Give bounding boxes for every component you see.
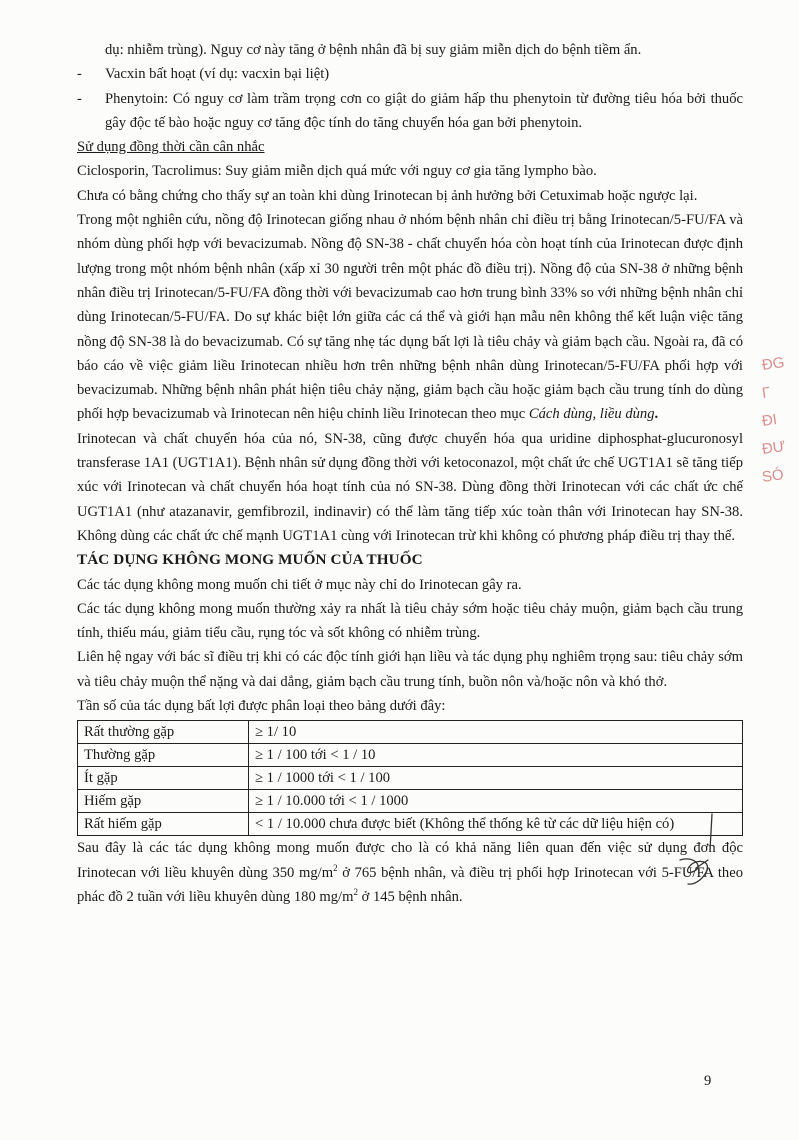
table-row [78, 721, 743, 744]
document-body [77, 38, 743, 909]
paragraph-dosing-summary: Sau đây là các tác dụng không mong muốn được cho là có khả năng liên quan đến việc sử dụng đơn độc Irinotecan với liều khuyên dùng 350 $mg/m^2$ ở 765 bệnh nhân, và điều trị phối hợp Irinotecan với 5-FU/FA theo phác đồ 2 tuần với liều khuyên dùng 180 $mg/m^2$ ở 145 bệnh nhân. [77, 840, 744, 905]
table-row [78, 767, 743, 790]
table-cell-value: ≥ 1/ 10 [249, 721, 743, 744]
paragraph-cetuximab: Chưa có bằng chứng cho thấy sự an toàn khi dùng Irinotecan bị ảnh hưởng bởi Cetuximab hoặc ngược lại. [77, 187, 698, 204]
table-cell-value: ≥ 1 / 10.000 tới < 1 / 1000 [249, 790, 743, 813]
table-cell-label: Rất thường gặp [78, 721, 249, 744]
table-row [78, 744, 743, 767]
table-row [78, 813, 743, 836]
frequency-table [77, 720, 743, 836]
bullet-inactivated-vaccine: - Vacxin bất hoạt (ví dụ: vacxin bại liệt) [77, 66, 330, 83]
table-cell-label: Rất hiếm gặp [78, 813, 249, 836]
table-row [78, 790, 743, 813]
section-heading-concomitant: Sử dụng đồng thời cần cân nhắc [77, 139, 265, 156]
paragraph-ugt1a1: Irinotecan và chất chuyển hóa của nó, SN-38, cũng được chuyển hóa qua uridine diphosphat-glucuronosyl transferase 1A1 (UGT1A1). Bệnh nhân sử dụng đồng thời với ketoconazol, một chất ức chế UGT1A1 sẽ tăng tiếp xúc với Irinotecan và chất chuyển hóa hoạt tính của nó SN-38. Dùng đồng thời Irinotecan với các chất ức chế UGT1A1 (như atazanavir, gemfibrozil, indinavir) có thể làm tăng tiếp xúc toàn thân với Irinotecan hay SN-38. Không dùng các chất ức chế mạnh UGT1A1 cùng với Irinotecan trừ khi không có phương pháp điều trị thay thế. [77, 430, 743, 544]
page-number: 9 [704, 1073, 712, 1089]
paragraph-infection-risk: dụ: nhiễm trùng). Nguy cơ này tăng ở bệnh nhân đã bị suy giảm miễn dịch do bệnh tiềm ẩn. [105, 42, 642, 58]
paragraph-bevacizumab: Trong một nghiên cứu, nồng độ Irinotecan giống nhau ở nhóm bệnh nhân chỉ điều trị bằng Irinotecan/5-FU/FA và nhóm dùng phối hợp với bevacizumab. Nồng độ SN-38 - chất chuyển hóa còn hoạt tính của Irinotecan được định lượng trong một nhóm bệnh nhân (xấp xỉ 30 người trên một phác đồ điều trị). Nồng độ của SN-38 ở những bệnh nhân điều trị Irinotecan/5-FU/FA đồng thời với bevacizumab cao hơn trung bình 33% so với những bệnh nhân chỉ dùng Irinotecan/5-FU/FA. Do sự khác biệt lớn giữa các cá thể và giới hạn mẫu nên không thể kết luận việc tăng nồng độ SN-38 là do bevacizumab. Có sự tăng nhẹ tác dụng bất lợi là tiêu chảy và giảm bạch cầu. Ngoài ra, đã có báo cáo về việc giảm liều Irinotecan nhiều hơn trên những bệnh nhân dùng Irinotecan/5-FU/FA phối hợp với bevacizumab. Những bệnh nhân phát hiện tiêu chảy nặng, giảm bạch cầu hoặc giảm bạch cầu trung tính do dùng phối hợp bevacizumab và Irinotecan nên hiệu chỉnh liều Irinotecan theo mục Cách dùng, liều dùng. [77, 212, 743, 423]
table-cell-value: < 1 / 10.000 chưa được biết (Không thể thống kê từ các dữ liệu hiện có) [249, 813, 743, 836]
paragraph-frequency-intro: Tần số của tác dụng bất lợi được phân loại theo bảng dưới đây: [77, 698, 446, 715]
section-heading-adverse-effects: TÁC DỤNG KHÔNG MONG MUỐN CỦA THUỐC [77, 551, 423, 569]
paragraph-contact-doctor: Liên hệ ngay với bác sĩ điều trị khi có các độc tính giới hạn liều và tác dụng phụ nghiêm trọng sau: tiêu chảy sớm và tiêu chảy muộn thể nặng và dai dẳng, giảm bạch cầu trung tính, buồn nôn và/hoặc nôn và khó thở. [77, 649, 743, 690]
bullet-phenytoin: - Phenytoin: Có nguy cơ làm trầm trọng cơn co giật do giảm hấp thu phenytoin từ đường tiêu hóa bởi thuốc gây độc tế bào hoặc nguy cơ tăng độc tính do tăng chuyển hóa gan bởi phenytoin. [77, 90, 743, 131]
paragraph-ciclosporin: Ciclosporin, Tacrolimus: Suy giảm miễn dịch quá mức với nguy cơ gia tăng lympho bào. [77, 163, 597, 180]
table-cell-label: Ít gặp [78, 767, 249, 790]
table-cell-value: ≥ 1 / 100 tới < 1 / 10 [249, 744, 743, 767]
paragraph-adverse-intro: Các tác dụng không mong muốn chi tiết ở mục này chỉ do Irinotecan gây ra. [77, 576, 522, 593]
margin-stamp: ĐG Γ ĐI ĐƯ SÓ [760, 354, 787, 487]
table-cell-label: Hiếm gặp [78, 790, 249, 813]
table-cell-value: ≥ 1 / 1000 tới < 1 / 100 [249, 767, 743, 790]
table-cell-label: Thường gặp [78, 744, 249, 767]
paragraph-common-effects: Các tác dụng không mong muốn thường xảy ra nhất là tiêu chảy sớm hoặc tiêu chảy muộn, giảm bạch cầu trung tính, thiếu máu, giảm tiểu cầu, rụng tóc và sốt không có nhiễm trùng. [77, 600, 743, 642]
signature-mark [660, 810, 720, 900]
